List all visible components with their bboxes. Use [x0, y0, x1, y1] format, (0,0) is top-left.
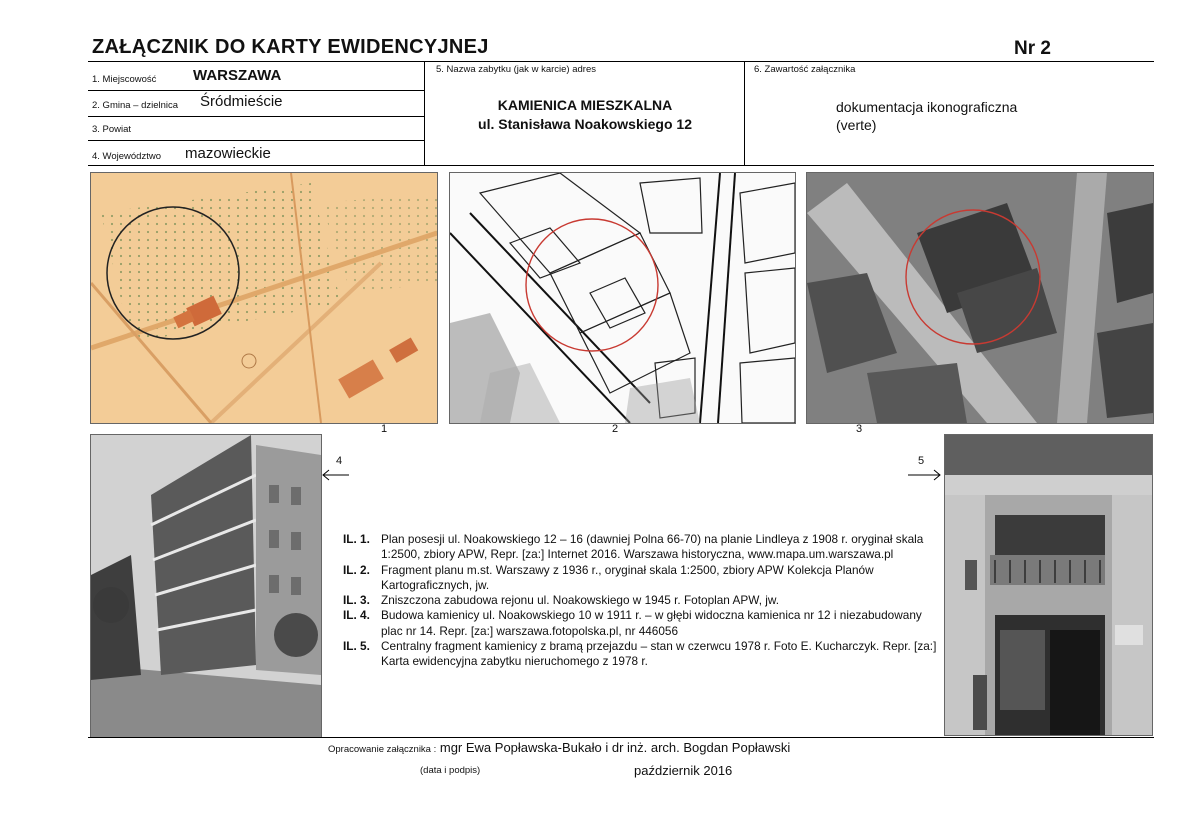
prepared-by	[328, 740, 790, 755]
gate-photo-1978-drawing	[945, 435, 1152, 735]
legend-text: Fragment planu m.st. Warszawy z 1936 r., oryginał skala 1:2500, zbiory APW Kolekcja Planów Kartograficznych, jw.	[381, 562, 874, 592]
preparation-date: październik 2016	[634, 763, 733, 778]
image-number-1: 1	[381, 423, 388, 435]
image-number-5-label: 5	[918, 455, 925, 467]
legend-key: IL. 1.	[343, 532, 370, 546]
legend-item-1	[343, 532, 943, 563]
wojewodztwo-label: 4. Województwo	[92, 151, 161, 162]
legend-text: Plan posesji ul. Noakowskiego 12 – 16 (dawniej Polna 66-70) na planie Lindleya z 1908 r. oryginał skala 1:2500, zbiory APW, Repr. [za:] Internet 2016. Warszawa historyczna, www.mapa.um.warszawa.pl	[381, 532, 924, 562]
grid-line-top	[88, 61, 1154, 62]
aerial-photo-1945-drawing	[807, 173, 1153, 423]
historic-map-1908-drawing	[91, 173, 437, 423]
grid-line-row3	[88, 140, 424, 141]
illustration-legend	[343, 532, 943, 670]
monument-name-line1: KAMIENICA MIESZKALNA	[497, 97, 673, 113]
prepared-by-label: Opracowanie załącznika :	[328, 744, 437, 755]
legend-key: IL. 4.	[343, 608, 370, 623]
legend-text: Zniszczona zabudowa rejonu ul. Noakowskiego w 1945 r. Fotoplan APW, jw.	[381, 593, 780, 608]
construction-photo-1911	[90, 434, 322, 738]
signature-label: (data i podpis)	[420, 765, 481, 776]
legend-text: Centralny fragment kamienicy z bramą przejazdu – stan w czerwcu 1978 r. Foto E. Kucharczyk. Repr. [za:] Karta ewidencyjna zabytku nieruchomego z 1978 r.	[381, 639, 937, 669]
monument-address: ul. Stanisława Noakowskiego 12	[478, 116, 692, 132]
monument-name	[430, 96, 740, 134]
legend-item-3	[343, 593, 943, 608]
legend-item-5	[343, 639, 943, 670]
document-title: ZAŁĄCZNIK DO KARTY EWIDENCYJNEJ	[92, 36, 489, 58]
image-number-4-label: 4	[336, 455, 343, 467]
city-plan-1936	[449, 172, 796, 424]
arrow-left-icon	[321, 468, 351, 482]
grid-divider-left	[424, 61, 425, 165]
zawartosc-label: 6. Zawartość załącznika	[754, 64, 856, 75]
legend-key: IL. 3.	[343, 593, 370, 608]
legend-key: IL. 2.	[343, 562, 370, 577]
attachment-contents	[836, 98, 1017, 134]
gmina-value: Śródmieście	[200, 93, 283, 110]
image-number-3: 3	[856, 423, 863, 435]
legend-text: Budowa kamienicy ul. Noakowskiego 10 w 1911 r. – w głębi widoczna kamienica nr 12 i niezabudowany plac nr 14. Repr. [za:] warszawa.fotopolska.pl, nr 446056	[381, 608, 922, 638]
grid-line-row1	[88, 90, 424, 91]
historic-map-1908	[90, 172, 438, 424]
grid-divider-right	[744, 61, 745, 165]
attachment-number: Nr 2	[1014, 38, 1051, 59]
grid-line-bottom	[88, 165, 1154, 166]
miejscowosc-value: WARSZAWA	[193, 67, 282, 84]
contents-line2: (verte)	[836, 117, 877, 133]
prepared-by-value: mgr Ewa Popławska-Bukało i dr inż. arch. Bogdan Popławski	[439, 740, 791, 755]
grid-line-row2	[88, 116, 424, 117]
construction-photo-1911-drawing	[91, 435, 321, 737]
city-plan-1936-drawing	[450, 173, 795, 423]
legend-item-2	[343, 563, 943, 594]
wojewodztwo-value: mazowieckie	[185, 145, 271, 162]
powiat-label: 3. Powiat	[92, 124, 132, 135]
legend-item-4	[343, 608, 943, 639]
gmina-label: 2. Gmina – dzielnica	[92, 100, 179, 111]
footer-line	[88, 737, 1154, 738]
contents-line1: dokumentacja ikonograficzna	[836, 99, 1018, 115]
arrow-right-icon	[906, 468, 942, 482]
miejscowosc-label: 1. Miejscowość	[92, 74, 157, 85]
legend-key: IL. 5.	[343, 639, 370, 654]
nazwa-label: 5. Nazwa zabytku (jak w karcie) adres	[436, 64, 596, 75]
aerial-photo-1945	[806, 172, 1154, 424]
gate-photo-1978	[944, 434, 1153, 736]
image-number-2: 2	[612, 423, 619, 435]
